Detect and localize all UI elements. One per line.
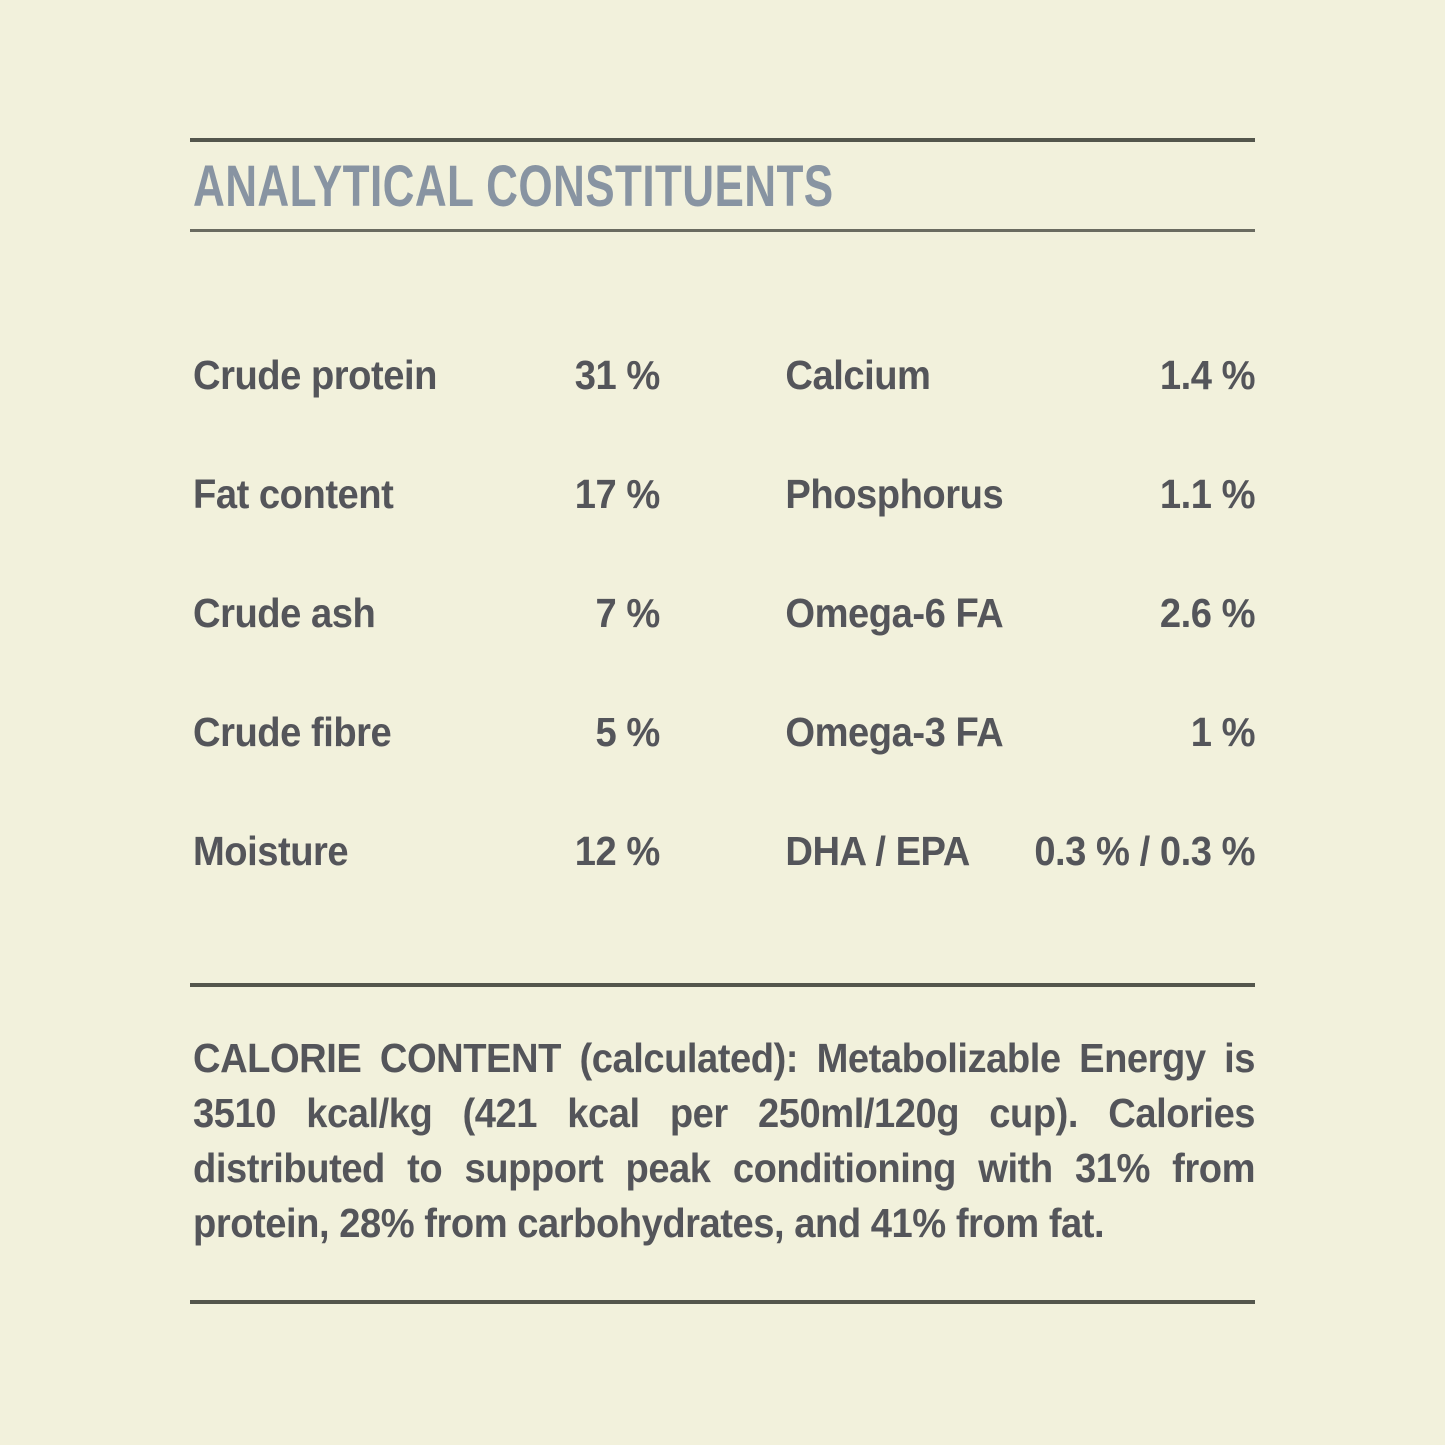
calorie-content-paragraph <box>193 1031 1255 1251</box>
table-row <box>785 792 1255 911</box>
nutrient-value: 1 % <box>1190 709 1256 755</box>
nutrient-value: 17 % <box>574 471 660 517</box>
nutrient-label: Crude ash <box>193 590 376 636</box>
panel-title: ANALYTICAL CONSTITUENTS <box>193 154 834 219</box>
nutrient-value: 2.6 % <box>1159 590 1256 636</box>
nutrient-value: 5 % <box>595 709 660 755</box>
nutrient-label: Fat content <box>193 471 394 517</box>
nutrient-value: 1.4 % <box>1159 352 1256 398</box>
nutrient-value: 31 % <box>574 352 660 398</box>
nutrient-label: Crude fibre <box>193 709 392 755</box>
table-row <box>785 673 1255 792</box>
bottom-divider <box>190 1300 1255 1304</box>
table-row <box>785 554 1255 673</box>
table-row <box>193 554 660 673</box>
nutrient-label: Calcium <box>785 352 931 398</box>
nutrient-value: 7 % <box>595 590 660 636</box>
table-row <box>785 316 1255 435</box>
calorie-text-line: protein, 28% from carbohydrates, and 41% from fat. <box>193 1200 1105 1246</box>
nutrient-label: Crude protein <box>193 352 437 398</box>
table-row <box>193 435 660 554</box>
nutrient-value: 1.1 % <box>1159 471 1256 517</box>
calorie-text-line: CALORIE CONTENT (calculated): Metabolizable Energy is <box>193 1035 1256 1081</box>
table-bottom-divider <box>190 983 1255 987</box>
analytical-constituents-table <box>193 316 1255 912</box>
nutrient-label: Moisture <box>193 828 349 874</box>
nutrient-label: DHA / EPA <box>785 828 970 874</box>
table-left-column <box>193 316 660 911</box>
calorie-text-line: 3510 kcal/kg (421 kcal per 250ml/120g cup). Calories <box>193 1090 1256 1136</box>
title-underline-divider <box>190 229 1255 232</box>
table-right-column <box>785 316 1255 911</box>
table-row <box>785 435 1255 554</box>
nutrient-value: 0.3 % / 0.3 % <box>1034 828 1256 874</box>
nutrient-value: 12 % <box>574 828 660 874</box>
table-row <box>193 792 660 911</box>
table-row <box>193 673 660 792</box>
calorie-text-line: distributed to support peak conditioning with 31% from <box>193 1145 1256 1191</box>
nutrient-label: Omega-6 FA <box>785 590 1004 636</box>
nutrient-label: Omega-3 FA <box>785 709 1004 755</box>
top-divider <box>190 138 1255 142</box>
nutrient-label: Phosphorus <box>785 471 1004 517</box>
table-row <box>193 316 660 435</box>
